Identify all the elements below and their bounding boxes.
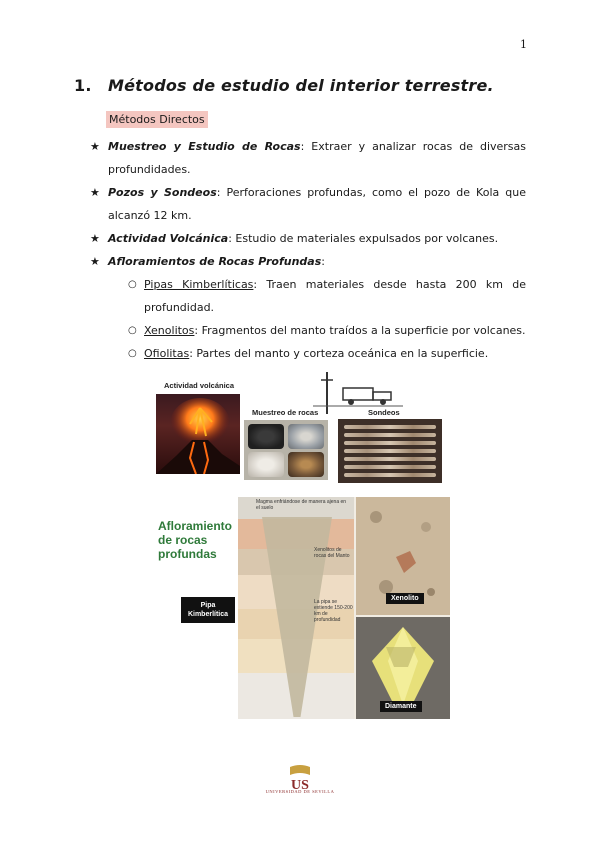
drill-core (344, 441, 436, 445)
list-item (90, 135, 526, 181)
item-term: Pozos y Sondeos (108, 186, 217, 199)
kimberlite-pipe-label (181, 597, 235, 623)
drill-cores-photo (338, 419, 442, 483)
item-text: : Extraer y analizar rocas de diversas profundidades. (108, 140, 526, 176)
methods-list (90, 135, 526, 365)
page-number: 1 (520, 38, 527, 51)
volcano-photo (156, 394, 240, 474)
note-top: Magma enfriándose de manera ajena en el suelo (256, 499, 347, 511)
section-label: Métodos Directos (106, 111, 208, 128)
subitem-text: : Partes del manto y corteza oceánica en la superficie. (189, 347, 489, 360)
subitem-term: Xenolitos (144, 324, 195, 337)
svg-text:US: US (291, 778, 309, 793)
drill-caption: Sondeos (368, 408, 400, 417)
list-item (90, 181, 526, 227)
drill-core (344, 449, 436, 453)
item-text: : (321, 255, 325, 268)
outcrop-title (158, 519, 232, 561)
star-bullet-icon: ★ (90, 232, 100, 245)
rocks-photo (244, 420, 328, 480)
circle-bullet-icon: ○ (128, 348, 137, 359)
rock-sample (248, 452, 284, 477)
pipe-label-line: Kimberlítica (187, 611, 229, 618)
heading-title: Métodos de estudio del interior terrestre. (108, 76, 494, 95)
rock-sample (288, 452, 324, 477)
outcrop-title-line: de rocas (158, 533, 208, 547)
star-bullet-icon: ★ (90, 255, 100, 268)
heading-number: 1. (74, 76, 92, 95)
diamond-photo (356, 617, 450, 719)
rock-sample (248, 424, 284, 449)
drill-core (344, 465, 436, 469)
drill-core (344, 433, 436, 437)
subitem-text: : Fragmentos del manto traídos a la superficie por volcanes. (194, 324, 526, 337)
xenolith-photo (356, 497, 450, 615)
list-item (90, 227, 526, 250)
item-text: : Estudio de materiales expulsados por volcanes. (228, 232, 499, 245)
rocks-caption: Muestreo de rocas (252, 408, 319, 417)
diamond-label: Diamante (380, 701, 422, 712)
subitem-text: : Traen materiales desde hasta 200 km de profundidad. (144, 278, 526, 314)
outcrop-title-line: Afloramiento (158, 519, 233, 533)
circle-bullet-icon: ○ (128, 279, 137, 290)
drill-core (344, 457, 436, 461)
kimberlite-section-figure (238, 497, 450, 719)
section-heading (74, 76, 494, 95)
item-text: : Perforaciones profundas, como el pozo de Kola que alcanzó 12 km. (108, 186, 526, 222)
sub-list-item (90, 342, 526, 365)
drill-core (344, 473, 436, 477)
volcano-caption: Actividad volcánica (164, 381, 235, 390)
circle-bullet-icon: ○ (128, 325, 137, 336)
list-item (90, 250, 526, 273)
subitem-term: Pipas Kimberlíticas (144, 278, 254, 291)
note-low: La pipa se extiende 150-200 km de profundidad (314, 599, 353, 623)
star-bullet-icon: ★ (90, 140, 100, 153)
volcano-illustration (156, 394, 240, 474)
outcrop-title-line: profundas (158, 547, 217, 561)
xenolith-label: Xenolito (386, 593, 424, 604)
item-term: Muestreo y Estudio de Rocas (108, 140, 301, 153)
sub-list-item (90, 273, 526, 319)
item-term: Actividad Volcánica (108, 232, 229, 245)
drill-core (344, 425, 436, 429)
note-mid: Xenolitos de rocas del Manto (314, 547, 350, 559)
pipe-label-line: Pipa (200, 602, 216, 609)
university-name: UNIVERSIDAD DE SEVILLA (265, 789, 335, 794)
sub-list-item (90, 319, 526, 342)
rock-sample (288, 424, 324, 449)
subitem-term: Ofiolitas (144, 347, 190, 360)
item-term: Afloramientos de Rocas Profundas (108, 255, 322, 268)
star-bullet-icon: ★ (90, 186, 100, 199)
